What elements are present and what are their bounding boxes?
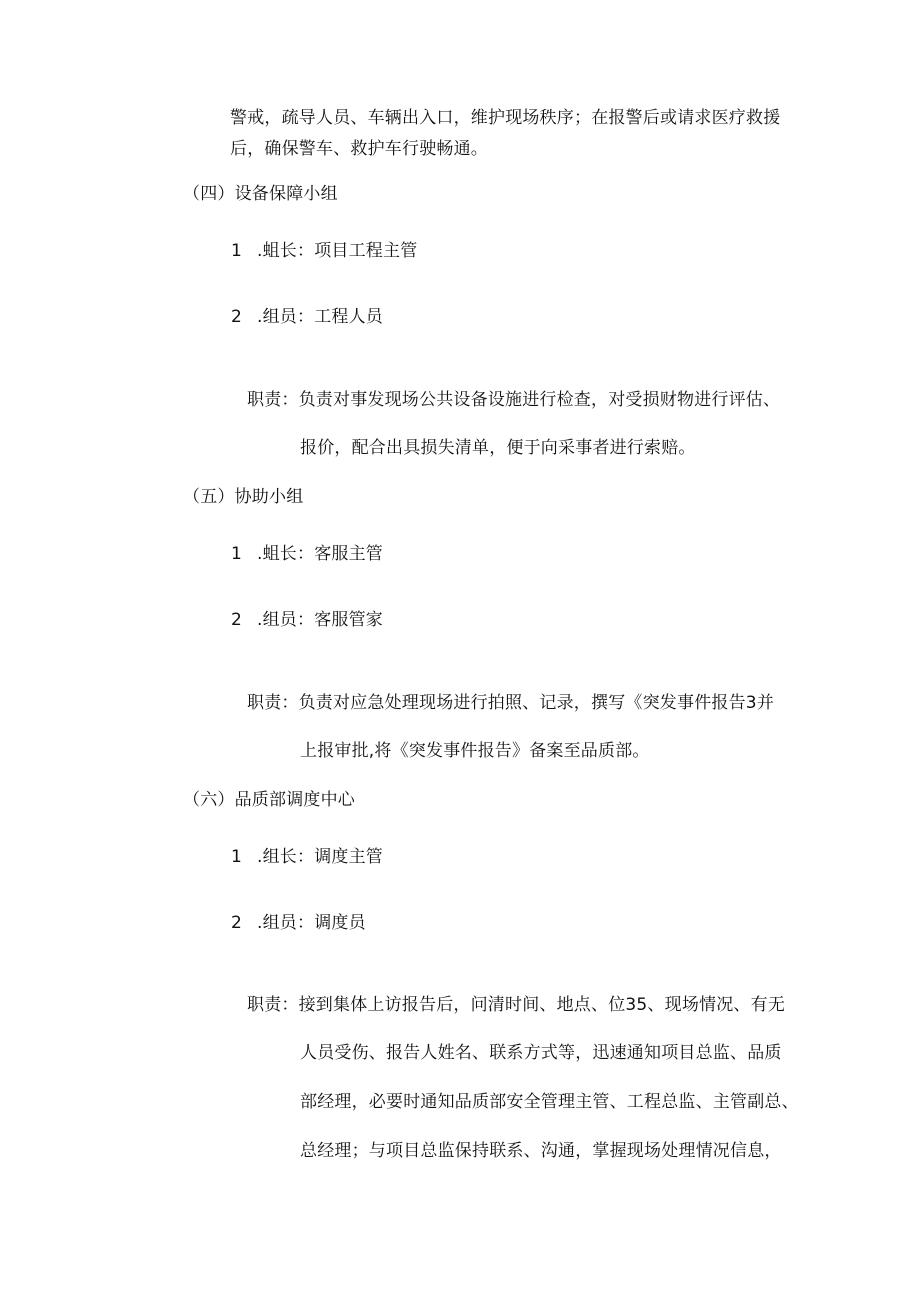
intro-line-2: 后，确保警车、救护车行驶畅通。: [230, 139, 488, 159]
section-6-item-1: [231, 846, 383, 868]
item-text: .蛆长：项目工程主管: [257, 241, 418, 261]
section-4-duty-line-1: 职责：负责对事发现场公共设备设施进行检查，对受损财物进行评估、: [247, 390, 781, 410]
section-5-duty-line-1: 职责：负责对应急处理现场进行拍照、记录，撰写《突发事件报告3并: [247, 693, 775, 713]
intro-line-1: 警戒，疏导人员、车辆出入口，维护现场秩序；在报警后或请求医疗救援: [230, 108, 781, 128]
section-5-item-1: [231, 543, 383, 565]
section-4-item-1: [231, 240, 417, 262]
section-4-duty-line-2: 报价，配合出具损失清单，便于向采事者进行索赔。: [300, 438, 696, 458]
section-6-duty-line-4: 总经理；与项目总监保持联系、沟通，掌握现场处理情况信息，: [300, 1141, 782, 1161]
item-number: 1: [231, 241, 243, 261]
item-number: 1: [231, 544, 243, 564]
item-number: 2: [231, 913, 243, 933]
section-6-duty-line-2: 人员受伤、报告人姓名、联系方式等，迅速通知项目总监、品质: [300, 1043, 782, 1063]
item-number: 2: [231, 610, 243, 630]
item-text: .组员：工程人员: [257, 307, 384, 327]
item-text: .组员：调度员: [257, 913, 366, 933]
item-text: .组员：客服管家: [257, 610, 384, 630]
section-5-heading: （五）协助小组: [183, 487, 304, 507]
item-number: 1: [231, 847, 243, 867]
section-4-item-2: [231, 306, 383, 328]
item-number: 2: [231, 307, 243, 327]
section-6-heading: （六）品质部调度中心: [183, 790, 355, 810]
section-5-duty-line-2: 上报审批,将《突发事件报告》备案至品质部。: [300, 741, 650, 761]
section-6-duty-line-3: 部经理，必要时通知品质部安全管理主管、工程总监、主管副总、: [300, 1092, 799, 1112]
section-6-duty-line-1: 职责：接到集体上访报告后，问清时间、地点、位35、现场情况、有无: [247, 995, 786, 1015]
section-4-heading: （四）设备保障小组: [183, 184, 338, 204]
item-text: .组长：调度主管: [257, 847, 384, 867]
item-text: .蛆长：客服主管: [257, 544, 384, 564]
section-6-item-2: [231, 912, 366, 934]
section-5-item-2: [231, 609, 383, 631]
